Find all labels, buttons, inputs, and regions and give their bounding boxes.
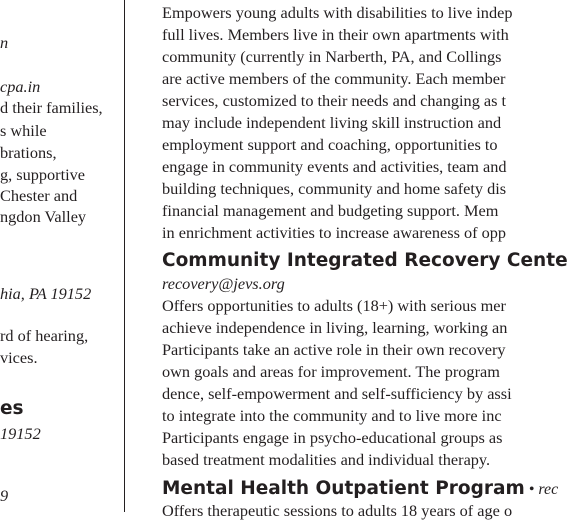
body-text-line: employment support and coaching, opportunities to	[162, 135, 498, 154]
left-text-line: ngdon Valley	[0, 207, 87, 226]
body-text-line: achieve independence in living, learning, working an	[162, 318, 508, 337]
body-text-line: community (currently in Narberth, PA, and Collings	[162, 47, 502, 66]
left-text-line: 9	[0, 486, 9, 505]
body-text-line: full lives. Members live in their own apartments with	[162, 25, 509, 44]
left-text-line: rd of hearing,	[0, 326, 89, 345]
left-address-fragment: 19152	[0, 424, 41, 443]
left-address-fragment: hia, PA 19152	[0, 284, 92, 303]
body-text-line: services, customized to their needs and changing as t	[162, 91, 507, 110]
body-text-line: Offers therapeutic sessions to adults 18 years of age o	[162, 501, 513, 520]
body-text-line: Empowers young adults with disabilities to live indep	[162, 3, 513, 22]
left-section-heading: es	[0, 398, 24, 419]
body-text-line: building techniques, community and home safety dis	[162, 179, 507, 198]
right-column	[162, 0, 568, 520]
column-divider	[124, 0, 125, 512]
body-text-line: engage in community events and activities, team and	[162, 157, 507, 176]
left-text-line: vices.	[0, 348, 38, 367]
left-text-line: n	[0, 33, 9, 52]
body-text-line: may include independent living skill instruction and	[162, 113, 502, 132]
left-text-line: d their families,	[0, 98, 103, 117]
body-text-line: own goals and areas for improvement. The program	[162, 362, 500, 381]
left-text-line: brations,	[0, 143, 57, 162]
left-text-line: Chester and	[0, 186, 78, 205]
left-text-line: s while	[0, 121, 47, 140]
outpatient-email-fragment: • rec	[524, 481, 559, 498]
outpatient-title: Mental Health Outpatient Program	[162, 478, 525, 499]
section-heading-outpatient	[162, 478, 558, 501]
recovery-email: recovery@jevs.org	[162, 274, 285, 293]
section-heading-recovery: Community Integrated Recovery Cente	[162, 250, 568, 271]
body-text-line: Participants engage in psycho-educational groups as	[162, 428, 503, 447]
body-text-line: are active members of the community. Each member	[162, 69, 506, 88]
body-text-line: Participants take an active role in their own recovery	[162, 340, 506, 359]
body-text-line: in enrichment activities to increase awareness of opp	[162, 223, 507, 242]
left-email-fragment: cpa.in	[0, 77, 41, 96]
body-text-line: financial management and budgeting support. Mem	[162, 201, 499, 220]
body-text-line: Offers opportunities to adults (18+) with serious mer	[162, 296, 506, 315]
body-text-line: to integrate into the community and to live more inc	[162, 406, 502, 425]
left-column	[0, 0, 120, 512]
left-text-line: g, supportive	[0, 165, 86, 184]
body-text-line: based treatment modalities and individual therapy.	[162, 450, 491, 469]
body-text-line: dence, self-empowerment and self-sufficiency by assi	[162, 384, 512, 403]
